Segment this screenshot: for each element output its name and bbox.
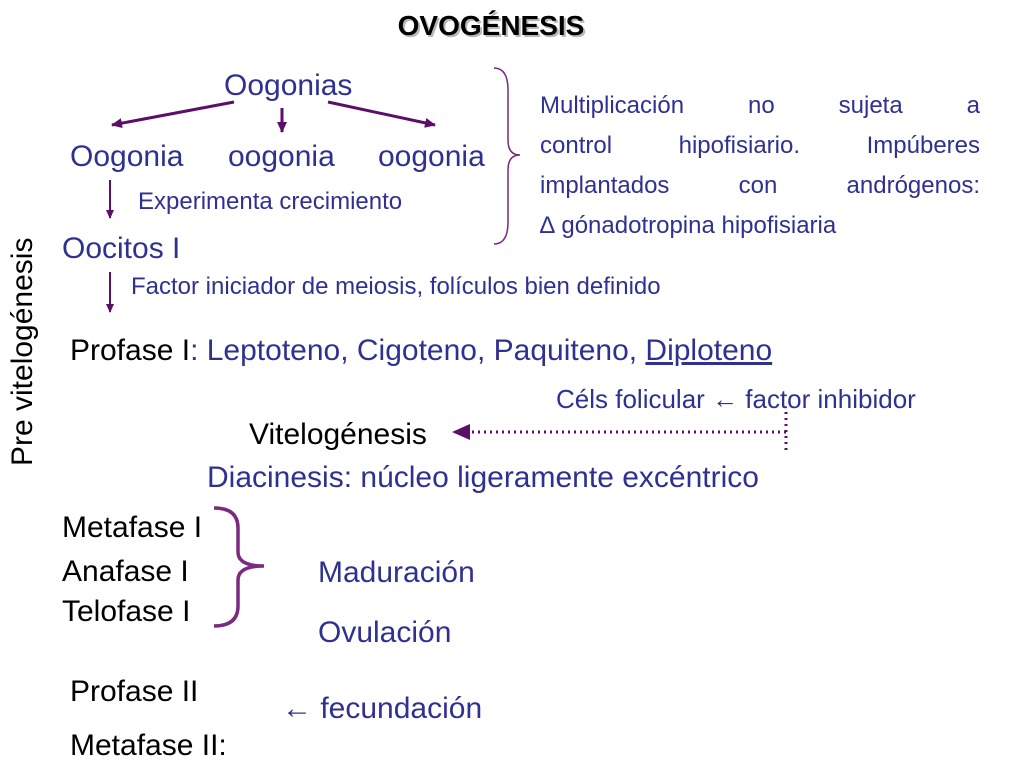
anafase-i: Anafase I — [62, 555, 189, 588]
profase-colon: : — [190, 334, 199, 367]
arrow-to-left-oogonia — [112, 102, 234, 125]
arrow-to-right-oogonia — [328, 102, 435, 125]
oogonia-right: oogonia — [378, 140, 485, 173]
diacinesis-note: Diacinesis: núcleo ligeramente excéntrico — [207, 461, 759, 494]
vitelogenesis-label: Vitelogénesis — [249, 418, 427, 451]
side-label-pre-vitelogenesis: Pre vitelogénesis — [6, 237, 39, 466]
bracket-note-line: Multiplicación no sujeta a — [540, 92, 980, 119]
bracket-note-line: control hipofisiario. Impúberes — [540, 132, 980, 159]
profase-diploteno: Diploteno — [645, 334, 773, 367]
profase-label: Profase I — [70, 334, 191, 367]
maduracion-label: Maduración — [318, 556, 475, 589]
metafase-ii: Metafase II: — [70, 729, 227, 762]
oogonia-middle: oogonia — [228, 140, 335, 173]
dotted-arrow-head — [452, 424, 470, 440]
crecimiento-note: Experimenta crecimiento — [138, 188, 403, 215]
cels-folicular-note: Céls folicular ← factor inhibidor — [556, 384, 916, 414]
fecundacion-note: ← fecundación — [282, 692, 483, 725]
phase-curly-brace — [214, 508, 264, 626]
page-title: OVOGÉNESIS — [397, 10, 585, 41]
ovulacion-label: Ovulación — [318, 616, 452, 649]
oogonias-label: Oogonias — [224, 69, 353, 102]
bracket-note-line: ∆ gónadotropina hipofisiaria — [540, 212, 837, 239]
oogonia-left: Oogonia — [70, 140, 184, 173]
profase-stages: Leptoteno, Cigoteno, Paquiteno, — [198, 334, 646, 367]
profase-ii: Profase II — [70, 675, 199, 708]
bracket-note-line: implantados con andrógenos: — [540, 172, 980, 199]
factor-iniciador-note: Factor iniciador de meiosis, folículos bien definido — [131, 273, 661, 300]
telofase-i: Telofase I — [62, 595, 191, 628]
oocitos-label: Oocitos I — [62, 232, 181, 265]
right-curly-brace — [494, 68, 520, 244]
metafase-i: Metafase I — [62, 511, 203, 544]
